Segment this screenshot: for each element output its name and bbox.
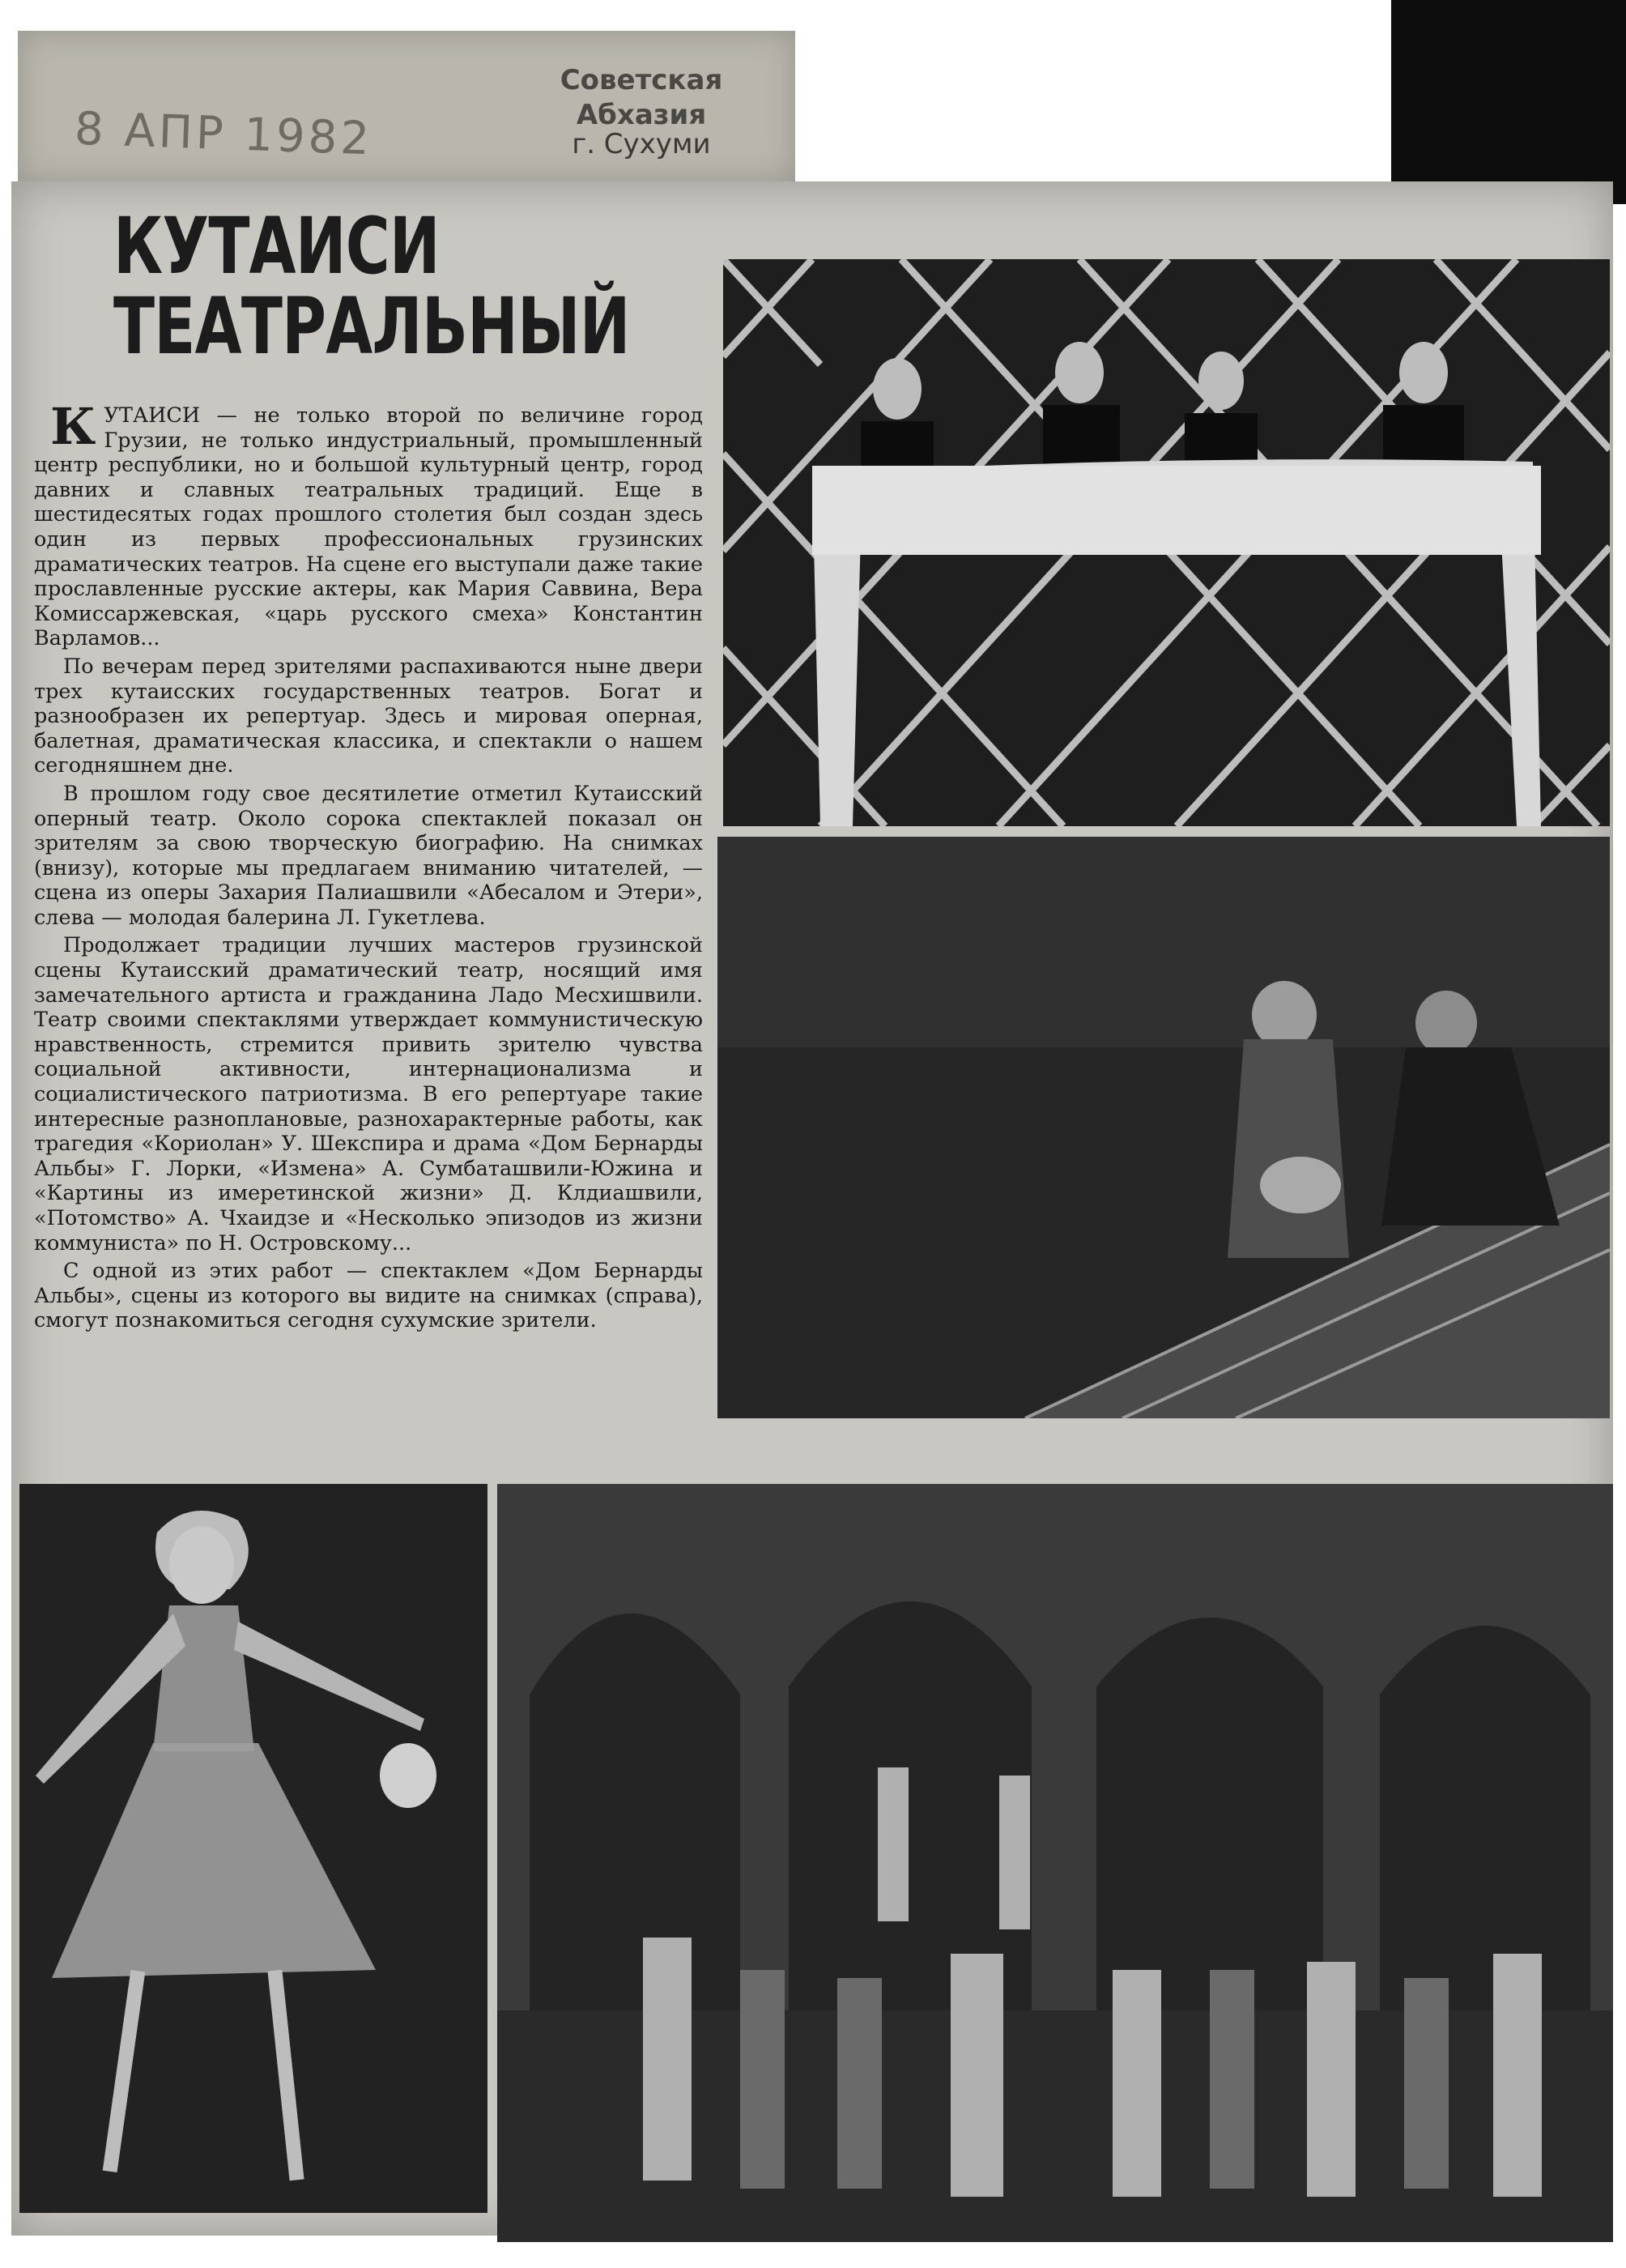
- article-paragraph-1: [34, 397, 703, 651]
- source-stamp-slip: [18, 31, 795, 181]
- headline-line-1: КУТАИСИ: [113, 201, 440, 292]
- article-paragraph-4: Продолжает традиции лучших мастеров грузинской сцены Кутаисский драматический театр, носящий имя замечательного артиста и гражданина Ладо Месхишвили. Театр своими спектаклями утверждает коммунистическую нравственность, стремится привить зрителю чувства социальной активности, интернационализма и социалистического патриотизма. В его репертуаре такие интересные разноплановые, разнохарактерные работы, как трагедия «Кориолан» У. Шекспира и драма «Дом Бернарды Альбы» Г. Лорки, «Измена» А. Сумбаташвили-Южина и «Картины из имеретинской жизни» Д. Клдиашвили, «Потомство» А. Чхаидзе и «Несколько эпизодов из жизни коммуниста» по Н. Островскому...: [34, 933, 703, 1256]
- article-paragraph-1-text: УТАИСИ — не только второй по величине город Грузии, не только индустриальный, промышленный центр республики, но и большой культурный центр, город давних и славных театральных традиций. Еще в шестидесятых годах прошлого столетия был создан здесь один из первых профессиональных грузинских драматических театров. На сцене его выступали даже такие прославленные русские актеры, как Мария Саввина, Вера Комиссаржевская, «царь русского смеха» Константин Варламов...: [34, 403, 703, 651]
- article-paragraph-3: В прошлом году свое десятилетие отметил Кутаисский оперный театр. Около сорока спектаклей показал он зрителям за свою творческую биографию. На снимках (внизу), которые мы предлагаем вниманию читателей, — сцена из оперы Захария Палиашвили «Абесалом и Этери», слева — молодая балерина Л. Гукетлева.: [34, 781, 703, 930]
- article-headline: [113, 201, 630, 372]
- headline-line-2: ТЕАТРАЛЬНЫЙ: [113, 280, 630, 372]
- photo-stage-staircase-scene: [717, 837, 1610, 1418]
- photo-opera-arches-scene: [497, 1484, 1613, 2242]
- photo-ballerina: [19, 1484, 487, 2213]
- ballerina-illustration: [19, 1484, 487, 2213]
- stamp-date: 8 АПР 1982: [73, 102, 373, 166]
- staircase-scene-illustration: [717, 837, 1610, 1418]
- article-paragraph-2: По вечерам перед зрителями распахиваются ныне двери трех кутаисских государственных театров. Богат и разнообразен их репертуар. Здесь и мировая оперная, балетная, драматическая классика, и спектакли о нашем сегодняшнем дне.: [34, 654, 703, 778]
- stamp-city: г. Сухуми: [572, 128, 711, 160]
- article-paragraph-5: С одной из этих работ — спектаклем «Дом Бернарды Альбы», сцены из которого вы видите на снимках (справа), смогут познакомиться сегодня сухумские зрители.: [34, 1259, 703, 1333]
- scan-background-corner: [1391, 0, 1626, 204]
- stamp-newspaper: Советская Абхазия: [560, 64, 723, 131]
- article-body: [34, 397, 703, 1336]
- photo-lattice-stage-scene: [723, 259, 1610, 826]
- scan-bottom-margin: [0, 2242, 1626, 2268]
- drop-cap: К: [50, 397, 96, 456]
- lattice-scene-illustration: [723, 259, 1610, 826]
- opera-scene-illustration: [497, 1484, 1613, 2242]
